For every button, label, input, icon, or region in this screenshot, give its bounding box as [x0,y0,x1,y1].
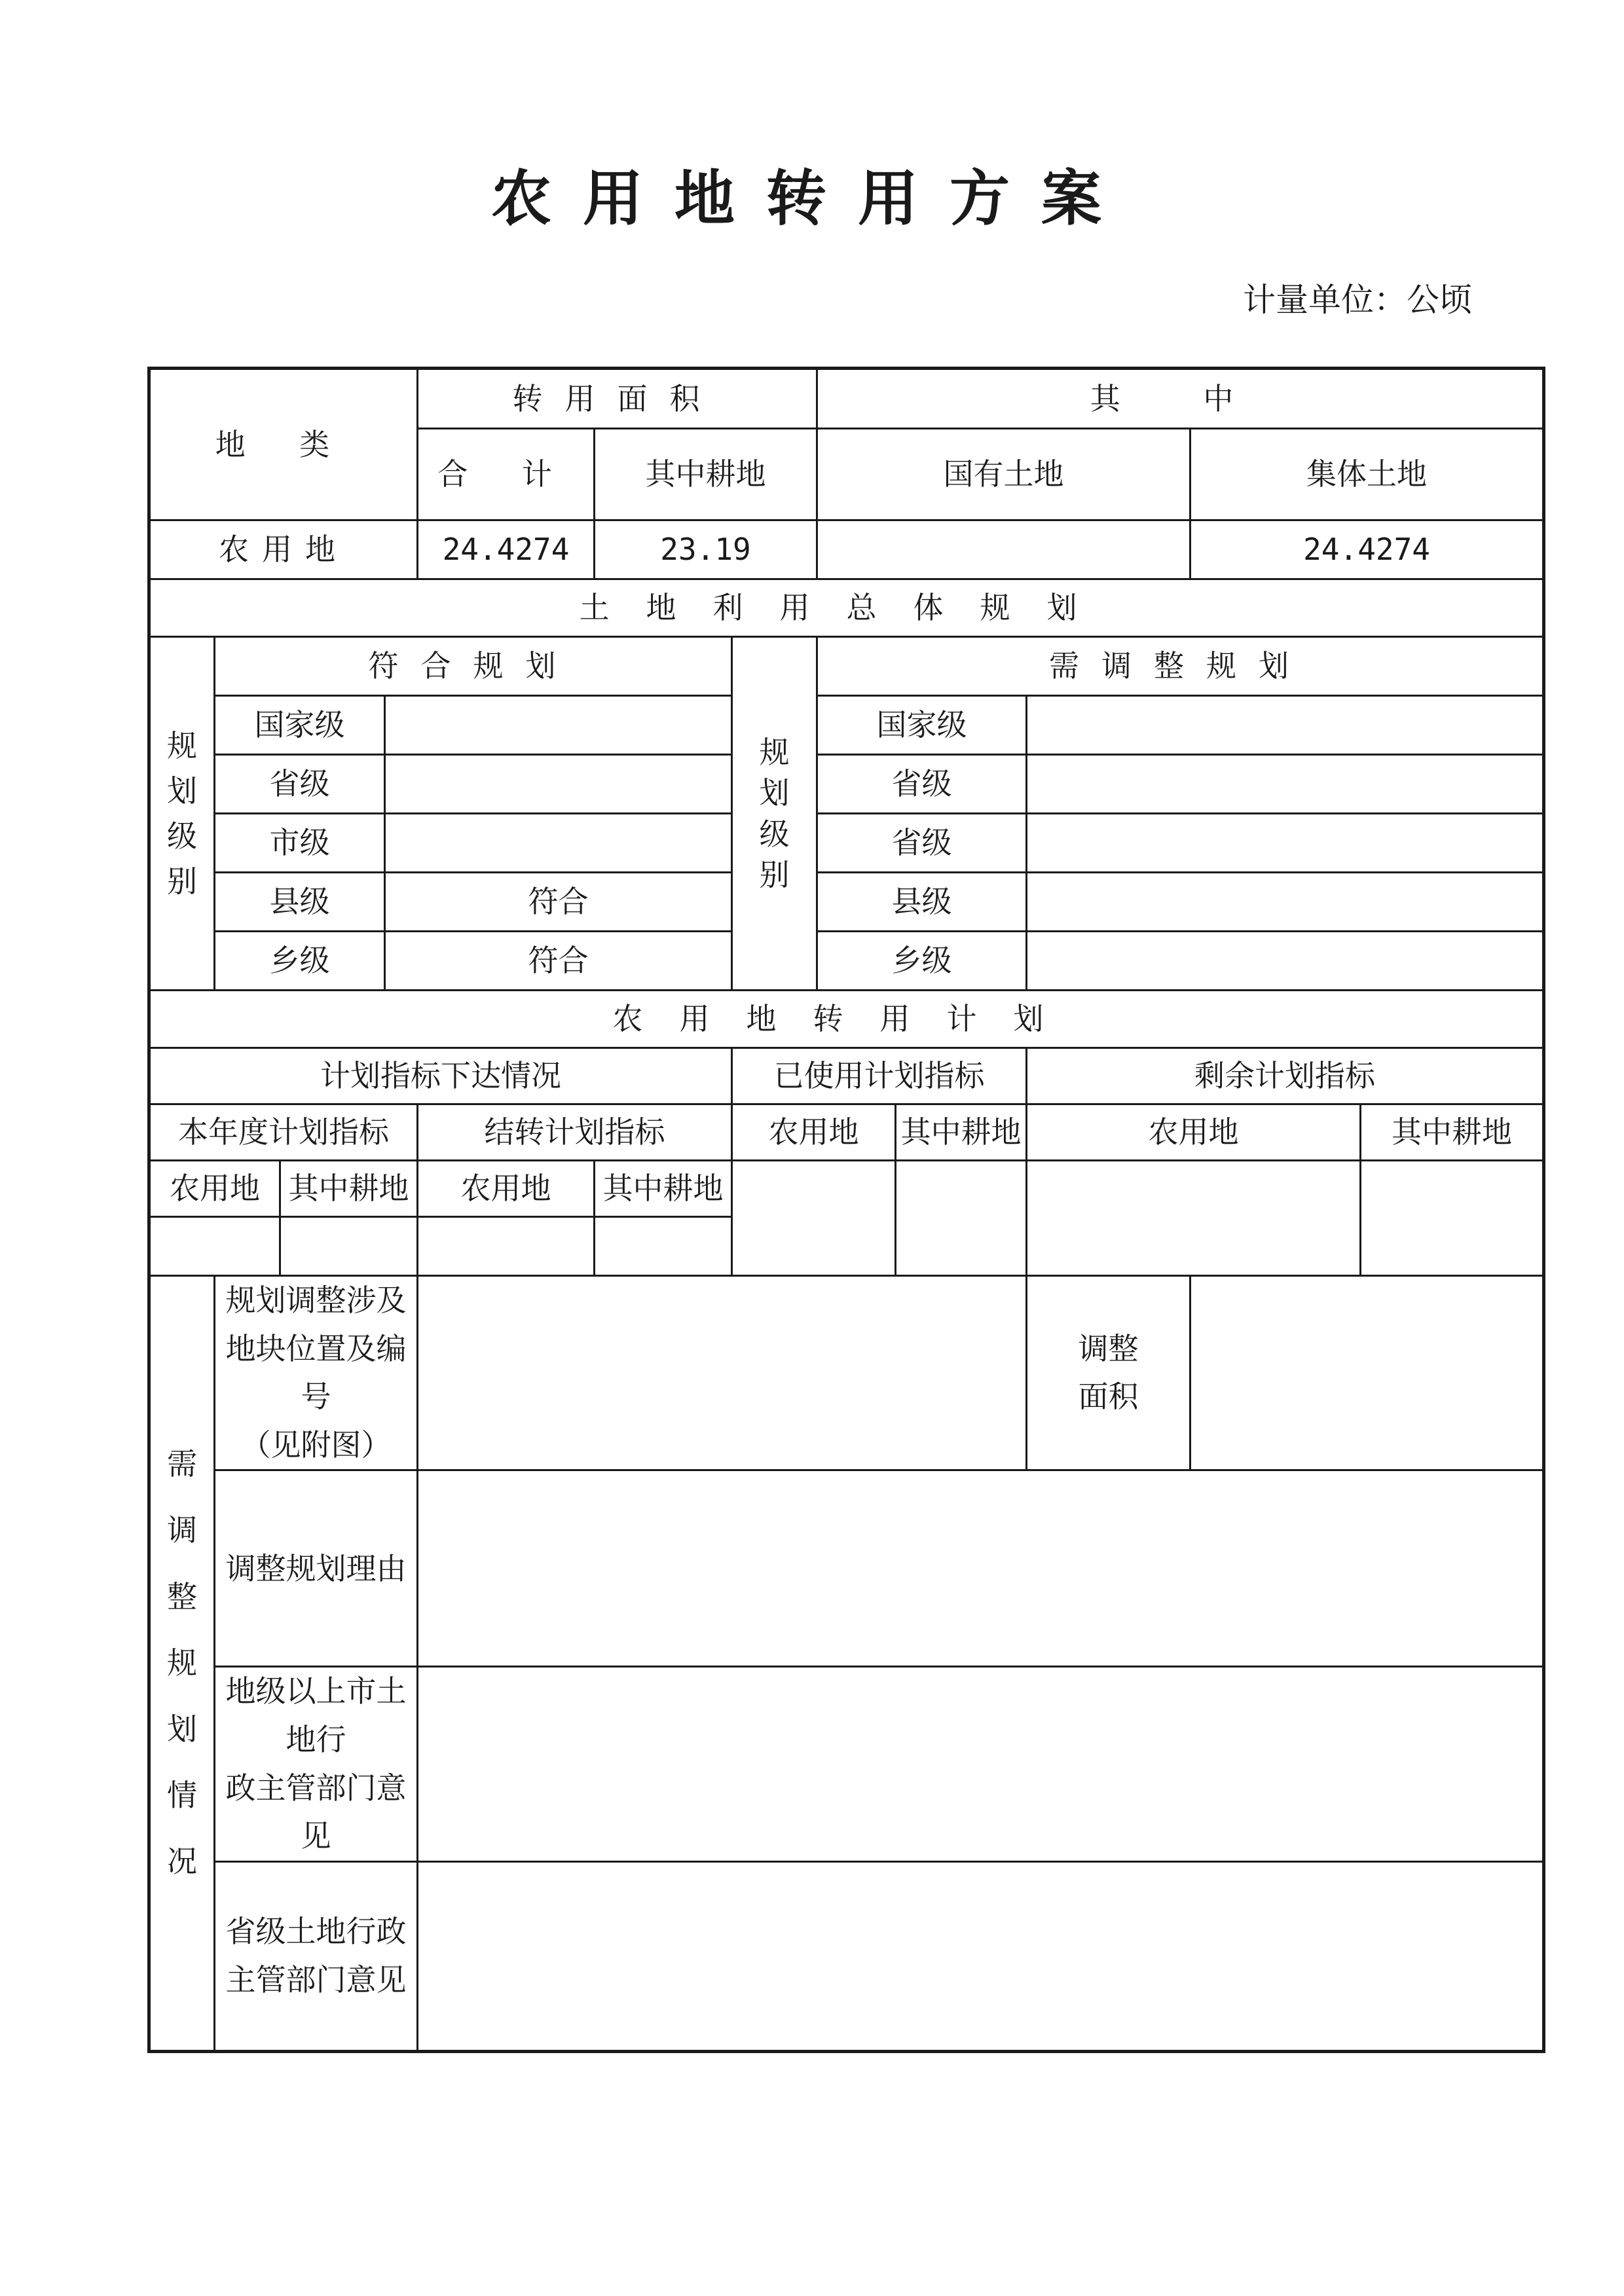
conform-level: 国家级 [215,696,385,755]
carried-agri-header: 农用地 [418,1161,595,1217]
adjust-plan-header: 需调整规划 [817,637,1544,696]
adjust-area-value [1190,1276,1544,1470]
agri-row-label: 农用地 [149,520,418,579]
collective-header: 集体土地 [1190,429,1544,520]
conform-level: 乡级 [215,932,385,991]
adjust-reason-label: 调整规划理由 [215,1470,418,1667]
conform-value: 符合 [385,873,732,932]
this-year-agri-header: 农用地 [149,1161,280,1217]
agri-total-value: 24.4274 [418,520,595,579]
land-type-header: 地 类 [149,369,418,520]
used-agri-header: 农用地 [732,1104,896,1161]
issued-header: 计划指标下达情况 [149,1048,732,1104]
remaining-header: 剩余计划指标 [1027,1048,1544,1104]
conversion-form-table [147,367,1545,2053]
unit-label: 计量单位：公顷 [1243,281,1472,319]
adjust-level: 乡级 [817,932,1027,991]
adjust-area-label: 调整 面积 [1027,1276,1190,1470]
remaining-arable-value [1361,1161,1544,1276]
adjust-level: 国家级 [817,696,1027,755]
used-arable-header: 其中耕地 [896,1104,1027,1161]
of-which-header: 其 中 [817,369,1544,429]
master-plan-section-title: 土地利用总体规划 [149,579,1544,637]
conversion-area-header: 转用面积 [418,369,817,429]
adjust-level: 省级 [817,755,1027,814]
this-year-arable-value [280,1217,418,1276]
total-header: 合 计 [418,429,595,520]
adjust-level: 县级 [817,873,1027,932]
city-opinion-label: 地级以上市土地行 政主管部门意见 [215,1667,418,1861]
adjust-value [1027,696,1544,755]
parcel-location-value [418,1276,1027,1470]
conform-value: 符合 [385,932,732,991]
used-header: 已使用计划指标 [732,1048,1027,1104]
remaining-arable-header: 其中耕地 [1361,1104,1544,1161]
adjust-value [1027,932,1544,991]
state-owned-header: 国有土地 [817,429,1190,520]
adjust-value [1027,873,1544,932]
conversion-plan-section-title: 农用地转用计划 [149,991,1544,1048]
carried-arable-value [595,1217,732,1276]
conform-value [385,755,732,814]
province-opinion-label: 省级土地行政 主管部门意见 [215,1861,418,2051]
agri-collective-value: 24.4274 [1190,520,1544,579]
plan-level-label-left: 规划级别 [149,637,215,991]
city-opinion-value [418,1667,1544,1861]
conform-level: 县级 [215,873,385,932]
page-title: 农用地转用方案 [490,163,1133,234]
this-year-header: 本年度计划指标 [149,1104,418,1161]
used-agri-value [732,1161,896,1276]
used-arable-value [896,1161,1027,1276]
conform-value [385,814,732,873]
carried-arable-header: 其中耕地 [595,1161,732,1217]
arable-header: 其中耕地 [595,429,817,520]
plan-level-label-mid: 规 划 级 别 [732,637,817,991]
adjust-value [1027,755,1544,814]
adjust-reason-value [418,1470,1544,1667]
parcel-location-label: 规划调整涉及 地块位置及编号 （见附图） [215,1276,418,1470]
remaining-agri-value [1027,1161,1361,1276]
remaining-agri-header: 农用地 [1027,1104,1361,1161]
carried-agri-value [418,1217,595,1276]
agri-state-value [817,520,1190,579]
conform-value [385,696,732,755]
this-year-agri-value [149,1217,280,1276]
conform-level: 省级 [215,755,385,814]
agri-arable-value: 23.19 [595,520,817,579]
adjust-level: 省级 [817,814,1027,873]
adjustment-side-label: 需 调 整 规 划 情 况 [149,1276,215,2052]
adjust-value [1027,814,1544,873]
conform-plan-header: 符合规划 [215,637,732,696]
province-opinion-value [418,1861,1544,2051]
this-year-arable-header: 其中耕地 [280,1161,418,1217]
carried-over-header: 结转计划指标 [418,1104,732,1161]
conform-level: 市级 [215,814,385,873]
